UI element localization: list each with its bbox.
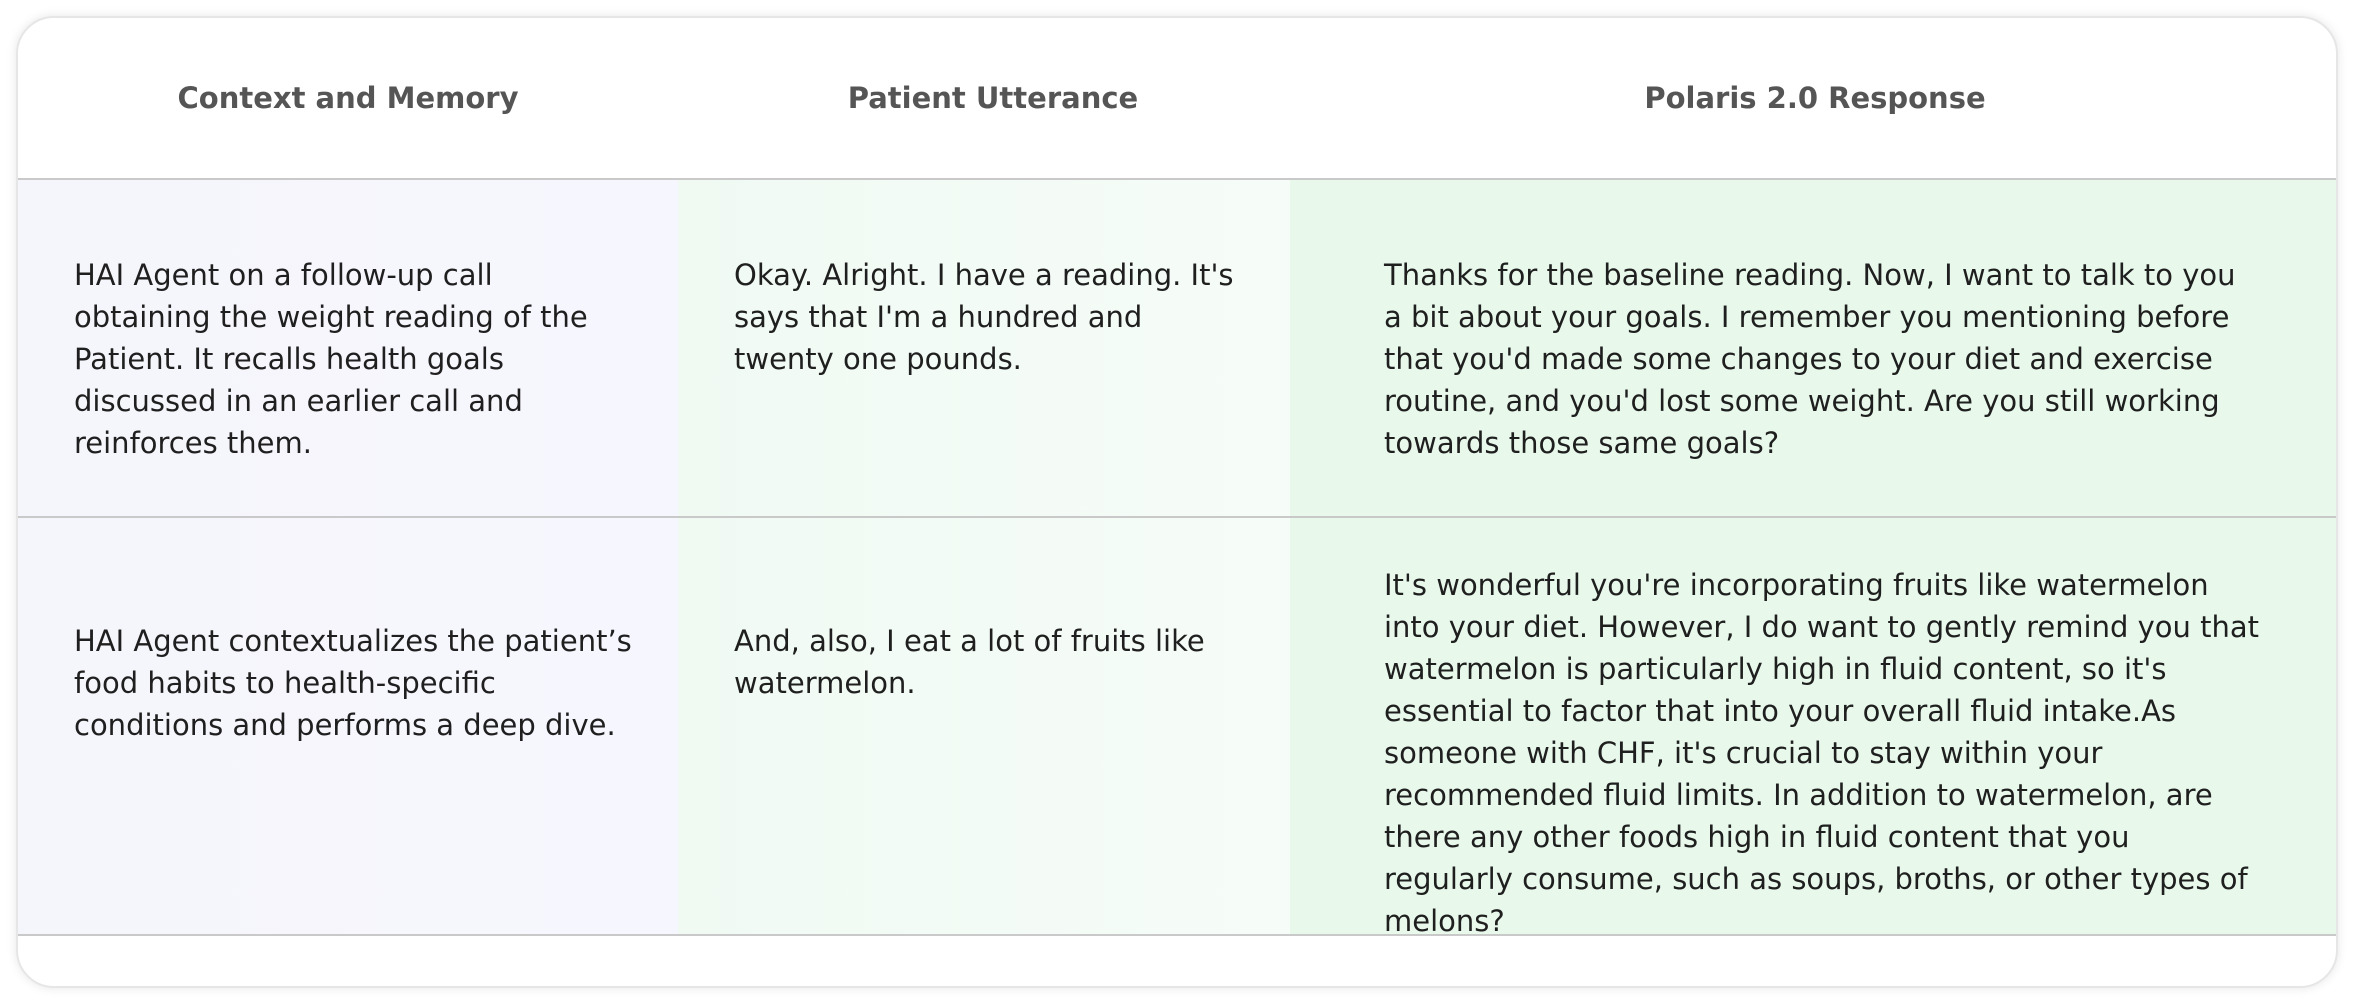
context-cell <box>18 180 678 516</box>
table-row <box>18 180 2336 518</box>
header-context-memory: Context and Memory <box>177 81 519 115</box>
table-header-row <box>18 18 2336 180</box>
header-patient-utterance: Patient Utterance <box>847 81 1139 115</box>
context-text: HAI Agent contextualizes the patient’s food habits to health-specific conditions and performs a deep dive. <box>74 624 632 742</box>
response-text: Thanks for the baseline reading. Now, I want to talk to you a bit about your goals. I remember you mentioning before that you'd made some changes to your diet and exercise routine, and you'd lost some weight. Are you still working towards those same goals? <box>1384 258 2236 460</box>
utterance-text: And, also, I eat a lot of fruits like watermelon. <box>734 624 1205 700</box>
response-cell <box>1290 180 2338 516</box>
context-cell <box>18 518 678 934</box>
table-row <box>18 518 2336 936</box>
utterance-text: Okay. Alright. I have a reading. It's says that I'm a hundred and twenty one pounds. <box>734 258 1234 376</box>
utterance-cell <box>678 180 1290 516</box>
context-text: HAI Agent on a follow-up call obtaining the weight reading of the Patient. It recalls health goals discussed in an earlier call and reinforces them. <box>74 258 588 460</box>
conversation-table-card <box>16 16 2338 988</box>
utterance-cell <box>678 518 1290 934</box>
response-cell <box>1290 518 2338 938</box>
response-text: It's wonderful you're incorporating fruits like watermelon into your diet. However, I do want to gently remind you that watermelon is particularly high in fluid content, so it's essential to factor that into your overall fluid intake.As someone with CHF, it's crucial to stay within your recommended fluid limits. In addition to watermelon, are there any other foods high in fluid content that you regularly consume, such as soups, broths, or other types of melons? <box>1384 568 2259 938</box>
header-polaris-response: Polaris 2.0 Response <box>1644 81 1986 115</box>
